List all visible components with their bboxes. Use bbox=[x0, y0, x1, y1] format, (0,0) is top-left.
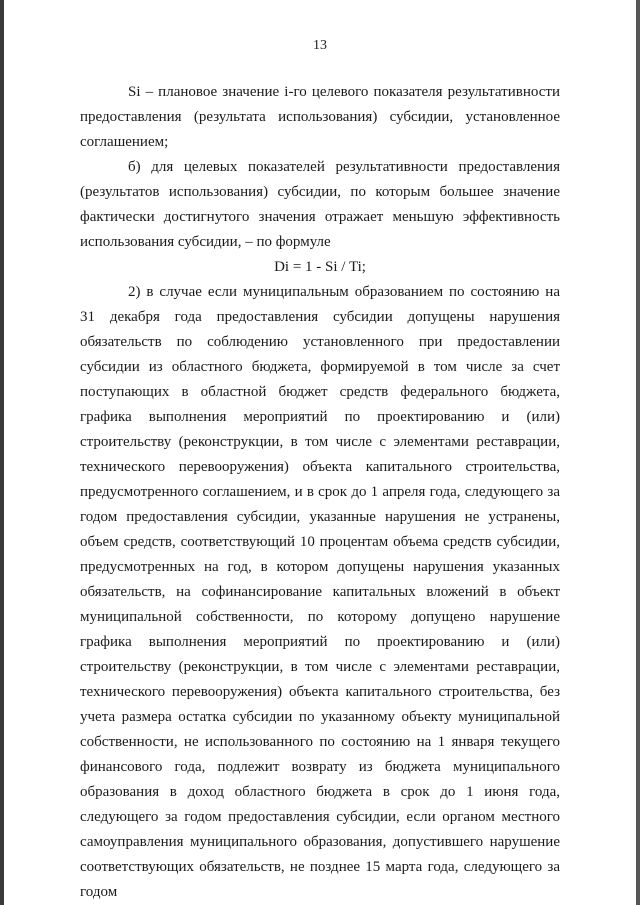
formula-di: Di = 1 - Si / Ti; bbox=[274, 259, 366, 275]
scan-edge-left bbox=[0, 0, 4, 905]
scan-edge-right bbox=[636, 0, 640, 905]
paragraph-2-violations: 2) в случае если муниципальным образованием по состоянию на 31 декабря года предоставления субсидии допущены нарушения обязательств по соблюдению установленного при предоставлении субсидии из областного бюджета, формируемой в том числе за счет поступающих в областной бюджет средств федерального бюджета, графика выполнения мероприятий по проектированию и (или) строительству (реконструкции, в том числе с элементами реставрации, технического перевооружения) объекта капитального строительства, предусмотренного соглашением, и в срок до 1 апреля года, следующего за годом предоставления субсидии, указанные нарушения не устранены, объем средств, соответствующий 10 процентам объема средств субсидии, предусмотренных на год, в котором допущены нарушения указанных обязательств, на софинансирование капитальных вложений в объект муниципальной собственности, по которому допущено нарушение графика выполнения мероприятий по проектированию и (или) строительству (реконструкции, в том числе с элементами реставрации, технического перевооружения) объекта капитального строительства, без учета размера остатка субсидии по указанному объекту муниципальной собственности, не использованного по состоянию на 1 января текущего финансового года, подлежит возврату из бюджета муниципального образования в доход областного бюджета в срок до 1 июня года, следующего за годом предоставления субсидии, если органом местного самоуправления муниципального образования, допустившего нарушение соответствующих обязательств, не позднее 15 марта года, следующего за годом bbox=[80, 284, 560, 900]
page-number: 13 bbox=[313, 38, 327, 53]
document-body bbox=[80, 80, 560, 905]
paragraph-b-indicators: б) для целевых показателей результативности предоставления (результатов использования) субсидии, по которым большее значение фактически достигнутого значения отражает меньшую эффективность использования субсидии, – по формуле bbox=[80, 159, 560, 250]
paragraph-si-definition: Si – плановое значение i-го целевого показателя результативности предоставления (результата использования) субсидии, установленное соглашением; bbox=[80, 84, 560, 150]
